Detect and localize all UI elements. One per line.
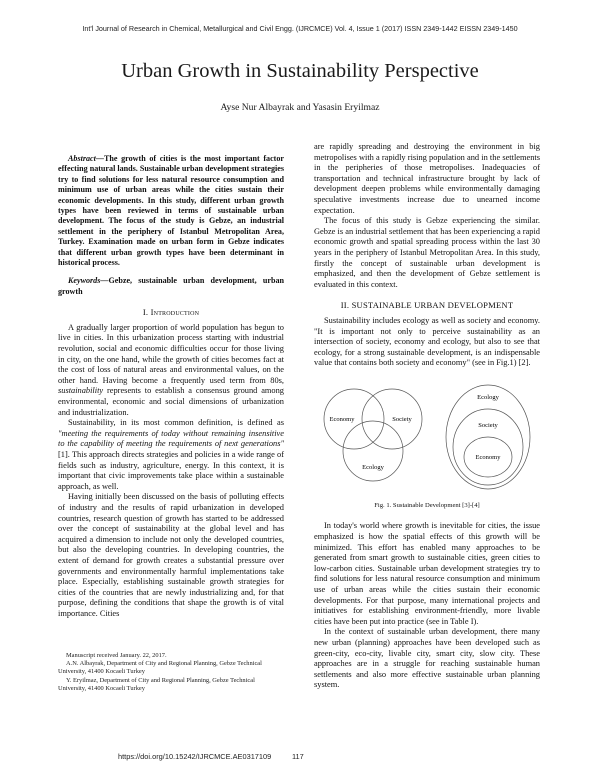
venn-diagram xyxy=(324,389,422,481)
venn-label-ecology: Ecology xyxy=(362,463,384,471)
figure-sustainable-development xyxy=(314,377,540,497)
footnotes xyxy=(58,652,284,693)
intro-paragraph-1 xyxy=(58,323,284,418)
left-column xyxy=(58,154,284,620)
keywords xyxy=(58,276,284,297)
venn-label-society: Society xyxy=(392,415,412,423)
quoted-definition: "meeting the requirements of today without remaining insensitive to the capability of meeting the requirements of next generations" xyxy=(58,428,284,449)
abstract-text: The growth of cities is the most important factor effecting natural lands. Sustainable urban development strategies try to find solutions for less natural resource consumption and minimum use of urban areas while the cities sustain their economic developments. In this study, different urban growth types have been reviewed in terms of sustainable urban development. The focus of the study is Gebze, an industrial settlement in the periphery of Istanbul Metropolitan Area, Turkey. Examination made on urban form in Gebze indicates that different urban growth types have been determinant in historical process. xyxy=(58,154,284,268)
paragraph-text: [1]. This approach directs strategies and policies in a wide range of fields such as industry, agriculture, energy. In this context, it is important that civic improvements take place within a sustainable approach, as well. xyxy=(58,450,284,491)
abstract xyxy=(58,154,284,268)
doi-link[interactable]: https://doi.org/10.15242/IJRCMCE.AE0317109 xyxy=(118,752,272,761)
section-title: SUSTAINABLE URBAN DEVELOPMENT xyxy=(351,300,514,311)
figure-caption: Fig. 1. Sustainable Development [3]-[4] xyxy=(374,501,480,509)
venn-circle-ecology xyxy=(343,421,403,481)
footnote-received: Manuscript received January. 22, 2017. xyxy=(66,652,167,659)
section-number: I. xyxy=(142,307,149,318)
intro-paragraph-3: Having initially been discussed on the basis of polluting effects of industry and the results of rapid urbanization in developed countries, research question of growth has started to be addressed over the concept of sustainability at the global level and has acquired a dimension to include not only the developed countries, but also the developing countries. In developing countries, the extent of demand for growth creates a substantial pressure over governments and environmentally harmful implementations take place. Especially, establishing sustainable growth strategies for cities of the countries that are newly industrializing and, for that purpose, defining the conditions that shape the growth is of vital importance. Cities xyxy=(58,492,284,618)
paper-title: Urban Growth in Sustainability Perspective xyxy=(121,60,479,82)
footnote-author-2: Y. Eryilmaz, Department of City and Regional Planning, Gebze Technical University, 41400 Kocaeli Turkey xyxy=(58,676,255,692)
focus-paragraph: The focus of this study is Gebze experiencing the similar. Gebze is an industrial settlement that has been experiencing a rapid economic growth and spatial spreading process within the last 30 years in the periphery of Istanbul Metropolitan Area. In this study, firstly the concept of sustainable urban development is emphasized, and then the development of Gebze settlement is evaluated in this context. xyxy=(314,216,540,289)
growth-paragraph: In today's world where growth is inevitable for cities, the issue emphasized is how the spatial effects of this growth will be minimized. This effort has enabled many approaches to be generated from smart growth to sustainable cities, green cities to low-carbon cities. Sustainable urban development strategies try to find solutions for less natural resource consumption and minimum use of urban areas while the cities sustain their economic developments. For that purpose, many international projects and initiatives for establishing environment-friendly, more livable cities have been put into practice (see in Table I). xyxy=(314,521,540,626)
section-heading-sustainable-urban-development xyxy=(314,300,540,311)
abstract-label: Abstract— xyxy=(68,154,104,163)
paragraph-text: represents to establish a consensus ground among environmental, economic and social dimensions of urbanization and industrialization. xyxy=(58,386,284,417)
nested-label-ecology: Ecology xyxy=(477,393,499,401)
paper-authors: Ayse Nur Albayrak and Yasasin Eryilmaz xyxy=(220,102,380,113)
nested-ring-society xyxy=(453,409,523,485)
section-heading-introduction xyxy=(58,307,284,318)
nested-label-society: Society xyxy=(478,421,498,429)
intro-paragraph-2 xyxy=(58,418,284,492)
paragraph-text: A gradually larger proportion of world population has begun to live in cities. In this urbanization process starting with industrial revolution, social and economic difficulties occur for those living in city, on the one hand, while the growth of cities becomes fact at the cost of loss of natural areas and environmental values, on the other hand. Having become a frequently used term from 80s, xyxy=(58,322,284,385)
journal-header: Int'l Journal of Research in Chemical, Metallurgical and Civil Engg. (IJRCMCE) Vol. 4, Issue 1 (2017) ISSN 2349-1442 EISSN 2349-1450 xyxy=(82,24,518,33)
keywords-text: Gebze, sustainable urban development, urban growth xyxy=(58,276,284,296)
keywords-label: Keywords— xyxy=(68,276,109,286)
section-number: II. xyxy=(340,300,350,311)
page-number: 117 xyxy=(292,752,304,761)
nested-diagram xyxy=(446,385,530,489)
nested-label-economy: Economy xyxy=(475,453,501,461)
right-column xyxy=(314,142,540,691)
paragraph-text: Sustainability, in its most common definition, is defined as xyxy=(68,418,284,428)
sustainability-paragraph: Sustainability includes ecology as well as society and economy. "It is important not only to perceive sustainability as an intersection of society, economy and ecology, but also to see that ecology, for a strong sustainable development, is an indispensable value that contains both society and economy" (see in Fig.1) [2]. xyxy=(314,315,540,368)
section-title: Introduction xyxy=(150,307,200,318)
italic-term: sustainability xyxy=(58,386,104,396)
sustainability-diagrams xyxy=(314,377,540,497)
continued-paragraph: are rapidly spreading and destroying the environment in big metropolises with a rapidly rising population and in the settlements in the peripheries of those metropolises. Inadequacies of transportation and technical infrastructure brought by lack of development deepen problems while environmentally damaging speculative investments increase due to unearned income expectation. xyxy=(314,142,540,215)
footnote-author-1: A.N. Albayrak, Department of City and Regional Planning, Gebze Technical University, 41400 Kocaeli Turkey xyxy=(58,660,262,676)
venn-label-economy: Economy xyxy=(329,415,355,423)
approaches-paragraph: In the context of sustainable urban development, there many new urban (planning) approaches have been developed such as green-city, eco-city, livable city, smart city, slow city. These approaches are in a struggle for reaching sustainable human settlements and also more effective sustainable urban planning system. xyxy=(314,627,540,690)
